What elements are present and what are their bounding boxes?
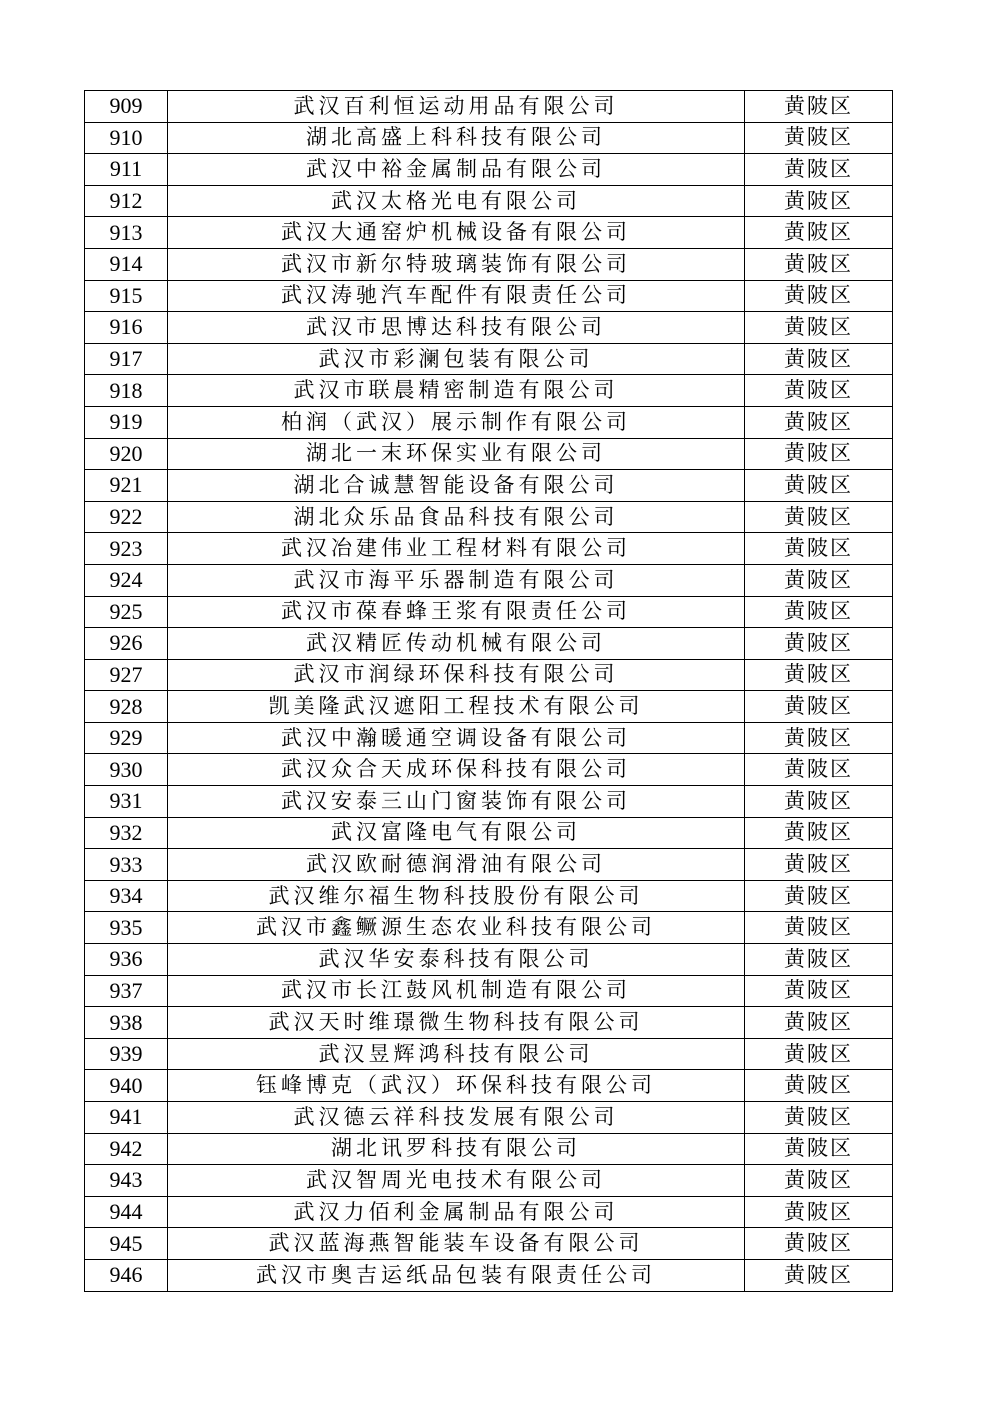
district-cell: 黄陂区: [745, 659, 893, 691]
company-name-cell: 柏润（武汉）展示制作有限公司: [168, 406, 745, 438]
row-number-cell: 925: [85, 596, 168, 628]
district-cell: 黄陂区: [745, 501, 893, 533]
district-cell: 黄陂区: [745, 375, 893, 407]
company-name-cell: 武汉市奥吉运纸品包装有限责任公司: [168, 1259, 745, 1291]
district-cell: 黄陂区: [745, 628, 893, 660]
table-row: [85, 406, 893, 438]
company-name-cell: 武汉太格光电有限公司: [168, 185, 745, 217]
table-row: [85, 691, 893, 723]
table-row: [85, 91, 893, 123]
district-cell: 黄陂区: [745, 786, 893, 818]
row-number-cell: 928: [85, 691, 168, 723]
district-cell: 黄陂区: [745, 817, 893, 849]
table-row: [85, 375, 893, 407]
district-cell: 黄陂区: [745, 1038, 893, 1070]
district-cell: 黄陂区: [745, 1165, 893, 1197]
company-name-cell: 武汉天时维璟微生物科技有限公司: [168, 1007, 745, 1039]
row-number-cell: 916: [85, 312, 168, 344]
row-number-cell: 944: [85, 1196, 168, 1228]
row-number-cell: 943: [85, 1165, 168, 1197]
company-name-cell: 武汉中裕金属制品有限公司: [168, 154, 745, 186]
district-cell: 黄陂区: [745, 217, 893, 249]
district-cell: 黄陂区: [745, 343, 893, 375]
company-name-cell: 武汉精匠传动机械有限公司: [168, 628, 745, 660]
district-cell: 黄陂区: [745, 722, 893, 754]
company-name-cell: 湖北讯罗科技有限公司: [168, 1133, 745, 1165]
row-number-cell: 934: [85, 880, 168, 912]
company-name-cell: 武汉蓝海燕智能装车设备有限公司: [168, 1228, 745, 1260]
district-cell: 黄陂区: [745, 975, 893, 1007]
row-number-cell: 913: [85, 217, 168, 249]
row-number-cell: 921: [85, 470, 168, 502]
table-row: [85, 1102, 893, 1134]
row-number-cell: 909: [85, 91, 168, 123]
district-cell: 黄陂区: [745, 1259, 893, 1291]
row-number-cell: 917: [85, 343, 168, 375]
row-number-cell: 937: [85, 975, 168, 1007]
table-row: [85, 470, 893, 502]
row-number-cell: 911: [85, 154, 168, 186]
table-row: [85, 1038, 893, 1070]
company-name-cell: 武汉市长江鼓风机制造有限公司: [168, 975, 745, 1007]
table-row: [85, 1196, 893, 1228]
row-number-cell: 918: [85, 375, 168, 407]
table-row: [85, 217, 893, 249]
company-name-cell: 武汉大通窑炉机械设备有限公司: [168, 217, 745, 249]
row-number-cell: 938: [85, 1007, 168, 1039]
table-row: [85, 975, 893, 1007]
table-row: [85, 628, 893, 660]
row-number-cell: 940: [85, 1070, 168, 1102]
company-name-cell: 武汉市新尔特玻璃装饰有限公司: [168, 248, 745, 280]
row-number-cell: 929: [85, 722, 168, 754]
district-cell: 黄陂区: [745, 438, 893, 470]
row-number-cell: 930: [85, 754, 168, 786]
table-row: [85, 722, 893, 754]
company-name-cell: 武汉市彩澜包装有限公司: [168, 343, 745, 375]
table-row: [85, 564, 893, 596]
row-number-cell: 927: [85, 659, 168, 691]
district-cell: 黄陂区: [745, 470, 893, 502]
company-name-cell: 武汉智周光电技术有限公司: [168, 1165, 745, 1197]
table-row: [85, 659, 893, 691]
company-table: [84, 90, 893, 1292]
company-name-cell: 湖北一末环保实业有限公司: [168, 438, 745, 470]
company-name-cell: 武汉德云祥科技发展有限公司: [168, 1102, 745, 1134]
company-name-cell: 武汉众合天成环保科技有限公司: [168, 754, 745, 786]
company-name-cell: 武汉市联晨精密制造有限公司: [168, 375, 745, 407]
row-number-cell: 920: [85, 438, 168, 470]
district-cell: 黄陂区: [745, 91, 893, 123]
company-name-cell: 武汉中瀚暖通空调设备有限公司: [168, 722, 745, 754]
district-cell: 黄陂区: [745, 754, 893, 786]
district-cell: 黄陂区: [745, 1196, 893, 1228]
company-name-cell: 武汉欧耐德润滑油有限公司: [168, 849, 745, 881]
district-cell: 黄陂区: [745, 1102, 893, 1134]
table-row: [85, 1228, 893, 1260]
table-row: [85, 248, 893, 280]
row-number-cell: 922: [85, 501, 168, 533]
company-name-cell: 武汉市葆春蜂王浆有限责任公司: [168, 596, 745, 628]
district-cell: 黄陂区: [745, 849, 893, 881]
company-name-cell: 武汉富隆电气有限公司: [168, 817, 745, 849]
table-row: [85, 280, 893, 312]
company-name-cell: 武汉市海平乐器制造有限公司: [168, 564, 745, 596]
company-name-cell: 武汉市润绿环保科技有限公司: [168, 659, 745, 691]
company-name-cell: 武汉维尔福生物科技股份有限公司: [168, 880, 745, 912]
company-name-cell: 凯美隆武汉遮阳工程技术有限公司: [168, 691, 745, 723]
row-number-cell: 923: [85, 533, 168, 565]
company-name-cell: 武汉市鑫鳜源生态农业科技有限公司: [168, 912, 745, 944]
table-row: [85, 1165, 893, 1197]
company-name-cell: 武汉市思博达科技有限公司: [168, 312, 745, 344]
company-name-cell: 武汉涛驰汽车配件有限责任公司: [168, 280, 745, 312]
row-number-cell: 942: [85, 1133, 168, 1165]
table-row: [85, 438, 893, 470]
table-row: [85, 849, 893, 881]
district-cell: 黄陂区: [745, 564, 893, 596]
row-number-cell: 941: [85, 1102, 168, 1134]
district-cell: 黄陂区: [745, 1133, 893, 1165]
district-cell: 黄陂区: [745, 596, 893, 628]
table-row: [85, 312, 893, 344]
row-number-cell: 924: [85, 564, 168, 596]
district-cell: 黄陂区: [745, 691, 893, 723]
district-cell: 黄陂区: [745, 944, 893, 976]
district-cell: 黄陂区: [745, 248, 893, 280]
company-name-cell: 湖北合诚慧智能设备有限公司: [168, 470, 745, 502]
district-cell: 黄陂区: [745, 912, 893, 944]
table-row: [85, 1070, 893, 1102]
company-name-cell: 武汉百利恒运动用品有限公司: [168, 91, 745, 123]
row-number-cell: 945: [85, 1228, 168, 1260]
district-cell: 黄陂区: [745, 880, 893, 912]
table-row: [85, 154, 893, 186]
table-row: [85, 501, 893, 533]
district-cell: 黄陂区: [745, 406, 893, 438]
row-number-cell: 912: [85, 185, 168, 217]
row-number-cell: 932: [85, 817, 168, 849]
table-row: [85, 1259, 893, 1291]
district-cell: 黄陂区: [745, 122, 893, 154]
table-row: [85, 817, 893, 849]
company-name-cell: 武汉华安泰科技有限公司: [168, 944, 745, 976]
company-name-cell: 武汉昱辉鸿科技有限公司: [168, 1038, 745, 1070]
district-cell: 黄陂区: [745, 1070, 893, 1102]
row-number-cell: 915: [85, 280, 168, 312]
district-cell: 黄陂区: [745, 154, 893, 186]
row-number-cell: 939: [85, 1038, 168, 1070]
table-row: [85, 1133, 893, 1165]
row-number-cell: 926: [85, 628, 168, 660]
table-row: [85, 343, 893, 375]
company-name-cell: 武汉冶建伟业工程材料有限公司: [168, 533, 745, 565]
district-cell: 黄陂区: [745, 312, 893, 344]
company-name-cell: 武汉力佰利金属制品有限公司: [168, 1196, 745, 1228]
table-row: [85, 185, 893, 217]
table-row: [85, 944, 893, 976]
district-cell: 黄陂区: [745, 280, 893, 312]
company-name-cell: 湖北高盛上科科技有限公司: [168, 122, 745, 154]
company-name-cell: 武汉安泰三山门窗装饰有限公司: [168, 786, 745, 818]
row-number-cell: 936: [85, 944, 168, 976]
district-cell: 黄陂区: [745, 1007, 893, 1039]
row-number-cell: 946: [85, 1259, 168, 1291]
company-table-body: [85, 91, 893, 1292]
table-row: [85, 754, 893, 786]
row-number-cell: 919: [85, 406, 168, 438]
company-name-cell: 湖北众乐品食品科技有限公司: [168, 501, 745, 533]
table-row: [85, 912, 893, 944]
row-number-cell: 933: [85, 849, 168, 881]
row-number-cell: 910: [85, 122, 168, 154]
district-cell: 黄陂区: [745, 185, 893, 217]
row-number-cell: 935: [85, 912, 168, 944]
district-cell: 黄陂区: [745, 1228, 893, 1260]
table-row: [85, 596, 893, 628]
row-number-cell: 914: [85, 248, 168, 280]
table-row: [85, 533, 893, 565]
company-name-cell: 钰峰博克（武汉）环保科技有限公司: [168, 1070, 745, 1102]
table-row: [85, 1007, 893, 1039]
row-number-cell: 931: [85, 786, 168, 818]
table-row: [85, 786, 893, 818]
district-cell: 黄陂区: [745, 533, 893, 565]
table-row: [85, 122, 893, 154]
table-row: [85, 880, 893, 912]
